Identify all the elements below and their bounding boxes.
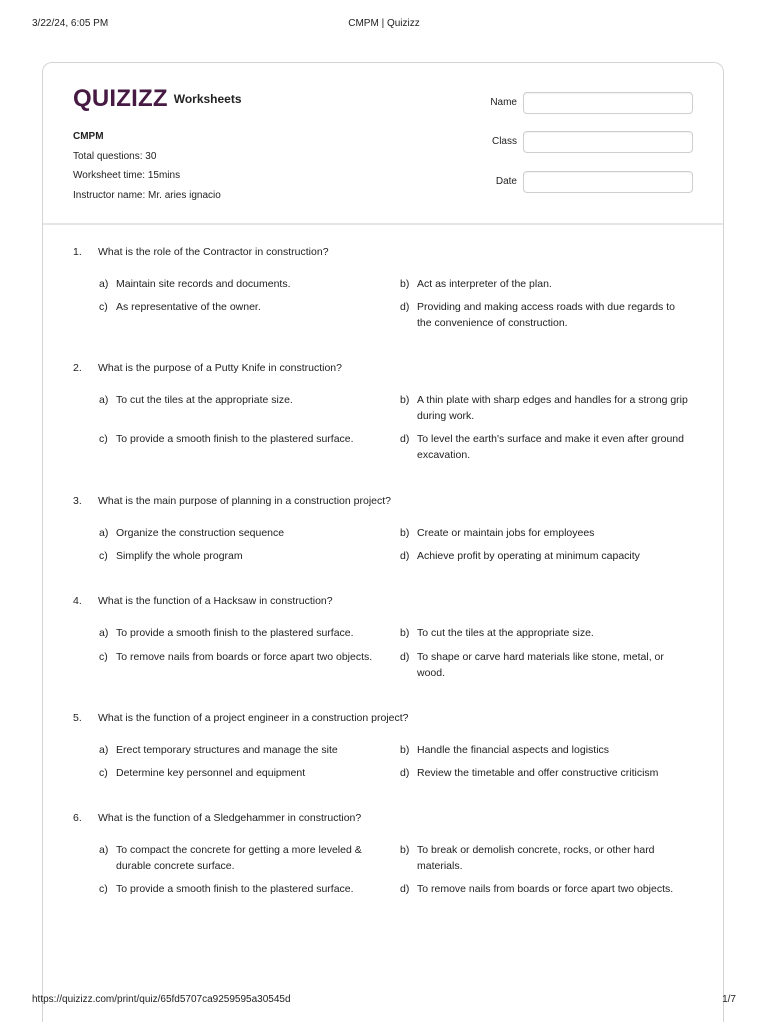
option-letter: d)	[400, 550, 410, 562]
option-letter: b)	[400, 394, 410, 406]
worksheet-meta	[73, 127, 221, 205]
question-text: What is the function of a Hacksaw in construction?	[98, 595, 333, 607]
date-field	[483, 171, 695, 195]
option-letter: c)	[99, 433, 108, 445]
option-letter: c)	[99, 767, 108, 779]
question-text: What is the main purpose of planning in a construction project?	[98, 495, 392, 507]
option-d	[400, 765, 690, 781]
option-d	[400, 881, 690, 897]
option-letter: b)	[400, 744, 410, 756]
worksheet-header	[43, 63, 723, 225]
option-text: Handle the financial aspects and logistics	[417, 744, 610, 756]
option-letter: d)	[400, 883, 410, 895]
option-b	[400, 392, 690, 424]
worksheet-time: Worksheet time: 15mins	[73, 170, 181, 181]
option-d	[400, 548, 690, 564]
option-text: Act as interpreter of the plan.	[417, 278, 552, 290]
worksheets-label: Worksheets	[173, 92, 242, 106]
option-text: Achieve profit by operating at minimum capacity	[417, 550, 640, 562]
option-text: To remove nails from boards or force apart two objects.	[417, 883, 674, 895]
print-footer	[32, 994, 736, 1008]
option-letter: b)	[400, 627, 410, 639]
option-c	[99, 649, 389, 665]
option-text: To level the earth's surface and make it even after ground excavation.	[417, 433, 684, 461]
option-letter: a)	[99, 394, 109, 406]
option-text: Providing and making access roads with due regards to the convenience of construction.	[417, 301, 675, 329]
option-letter: a)	[99, 844, 109, 856]
option-a	[99, 525, 389, 541]
worksheet-title: CMPM	[73, 131, 104, 142]
total-questions: Total questions: 30	[73, 150, 157, 162]
option-letter: a)	[99, 744, 109, 756]
option-c	[99, 299, 389, 315]
quizizz-logo: QUIZIZZ	[73, 85, 168, 112]
option-b	[400, 842, 690, 874]
question-number: 2.	[73, 362, 82, 374]
option-text: Maintain site records and documents.	[116, 278, 291, 290]
question-text: What is the purpose of a Putty Knife in construction?	[98, 362, 342, 374]
option-d	[400, 299, 690, 331]
option-text: To provide a smooth finish to the plastered surface.	[116, 627, 354, 639]
option-c	[99, 881, 389, 897]
option-b	[400, 742, 690, 758]
option-text: To compact the concrete for getting a more leveled & durable concrete surface.	[116, 844, 362, 872]
option-letter: b)	[400, 278, 410, 290]
question-number: 3.	[73, 495, 82, 507]
option-letter: b)	[400, 844, 410, 856]
worksheet-card	[42, 62, 724, 1022]
question-text: What is the function of a project engineer in a construction project?	[98, 712, 409, 724]
name-field	[483, 92, 695, 116]
question-number: 5.	[73, 712, 82, 724]
option-b	[400, 625, 690, 641]
option-letter: c)	[99, 883, 108, 895]
print-url: https://quizizz.com/print/quiz/65fd5707ca9259595a30545d	[32, 994, 291, 1005]
option-text: To provide a smooth finish to the plastered surface.	[116, 433, 354, 445]
option-text: A thin plate with sharp edges and handles for a strong grip during work.	[417, 394, 688, 422]
question-number: 6.	[73, 812, 82, 824]
brand	[73, 85, 242, 113]
option-text: Erect temporary structures and manage the site	[116, 744, 338, 756]
question-number: 1.	[73, 246, 82, 258]
page-number: 1/7	[722, 994, 736, 1005]
option-letter: c)	[99, 651, 108, 663]
option-text: To cut the tiles at the appropriate size.	[417, 627, 594, 639]
option-text: To break or demolish concrete, rocks, or other hard materials.	[417, 844, 655, 872]
option-letter: d)	[400, 301, 410, 313]
option-a	[99, 276, 389, 292]
option-b	[400, 276, 690, 292]
option-text: To shape or carve hard materials like stone, metal, or wood.	[417, 651, 664, 679]
option-a	[99, 625, 389, 641]
option-text: To remove nails from boards or force apart two objects.	[116, 651, 373, 663]
option-text: Review the timetable and offer constructive criticism	[417, 767, 659, 779]
option-d	[400, 649, 690, 681]
option-a	[99, 842, 389, 874]
print-datetime: 3/22/24, 6:05 PM	[32, 18, 109, 29]
option-letter: a)	[99, 278, 109, 290]
option-d	[400, 431, 690, 463]
class-input[interactable]	[523, 131, 693, 153]
class-label: Class	[491, 136, 517, 147]
name-input[interactable]	[523, 92, 693, 114]
option-letter: a)	[99, 627, 109, 639]
name-label: Name	[490, 97, 517, 108]
option-c	[99, 548, 389, 564]
option-text: To cut the tiles at the appropriate size.	[116, 394, 293, 406]
option-a	[99, 392, 389, 408]
option-text: As representative of the owner.	[116, 301, 261, 313]
question-text: What is the function of a Sledgehammer in construction?	[98, 812, 362, 824]
option-c	[99, 431, 389, 447]
option-letter: b)	[400, 527, 410, 539]
question-text: What is the role of the Contractor in construction?	[98, 246, 329, 258]
option-letter: c)	[99, 301, 108, 313]
instructor-name: Instructor name: Mr. aries ignacio	[73, 189, 221, 201]
date-input[interactable]	[523, 171, 693, 193]
print-title: CMPM | Quizizz	[348, 18, 420, 29]
option-c	[99, 765, 389, 781]
class-field	[483, 131, 695, 155]
option-text: To provide a smooth finish to the plastered surface.	[116, 883, 354, 895]
option-letter: d)	[400, 433, 410, 445]
print-header	[32, 18, 736, 32]
option-text: Create or maintain jobs for employees	[417, 527, 595, 539]
option-text: Determine key personnel and equipment	[116, 767, 306, 779]
option-letter: a)	[99, 527, 109, 539]
option-letter: d)	[400, 651, 410, 663]
option-text: Simplify the whole program	[116, 550, 243, 562]
question-number: 4.	[73, 595, 82, 607]
option-letter: d)	[400, 767, 410, 779]
option-a	[99, 742, 389, 758]
date-label: Date	[495, 176, 517, 187]
option-b	[400, 525, 690, 541]
option-text: Organize the construction sequence	[116, 527, 285, 539]
option-letter: c)	[99, 550, 108, 562]
